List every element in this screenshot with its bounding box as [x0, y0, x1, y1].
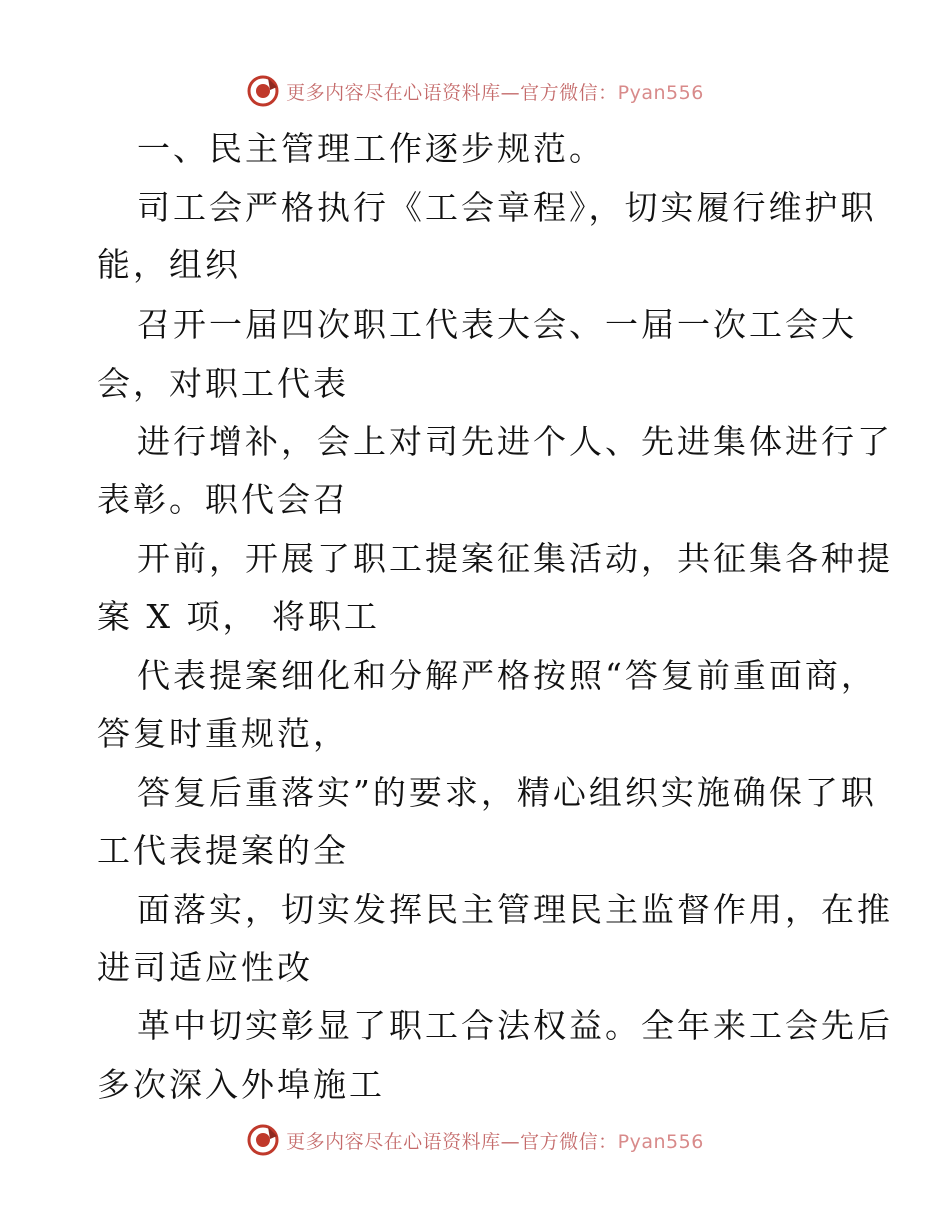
- line-8: 开前，开展了职工提案征集活动，共征集各种提: [137, 539, 893, 578]
- line-15: 进司适应性改: [97, 948, 313, 987]
- watermark-text: 更多内容尽在心语资料库—官方微信：Pyan556: [286, 81, 704, 104]
- line-12: 答复后重落实”的要求，精心组织实施确保了职: [137, 773, 877, 812]
- line-2: 司工会严格执行《工会章程》，切实履行维护职: [137, 188, 877, 227]
- watermark-text: 更多内容尽在心语资料库—官方微信：Pyan556: [286, 1130, 704, 1153]
- line-4: 召开一届四次职工代表大会、一届一次工会大: [137, 305, 857, 344]
- line-14: 面落实，切实发挥民主管理民主监督作用，在推: [137, 890, 893, 929]
- line-6: 进行增补，会上对司先进个人、先进集体进行了: [137, 422, 893, 461]
- line-17: 多次深入外埠施工: [97, 1065, 385, 1104]
- line-7: 表彰。职代会召: [97, 480, 349, 519]
- line-9: 案 X 项， 将职工: [97, 597, 380, 636]
- line-11: 答复时重规范，: [97, 714, 349, 753]
- line-3: 能，组织: [97, 245, 241, 284]
- logo-icon: [246, 1123, 280, 1157]
- line-13: 工代表提案的全: [97, 831, 349, 870]
- footer-watermark: [0, 1120, 950, 1160]
- line-10: 代表提案细化和分解严格按照“答复前重面商，: [137, 656, 877, 695]
- line-16: 革中切实彰显了职工合法权益。全年来工会先后: [137, 1006, 893, 1045]
- line-5: 会，对职工代表: [97, 364, 349, 403]
- header-watermark: [0, 71, 950, 111]
- logo-icon: [246, 74, 280, 108]
- line-1: 一、民主管理工作逐步规范。: [137, 129, 605, 168]
